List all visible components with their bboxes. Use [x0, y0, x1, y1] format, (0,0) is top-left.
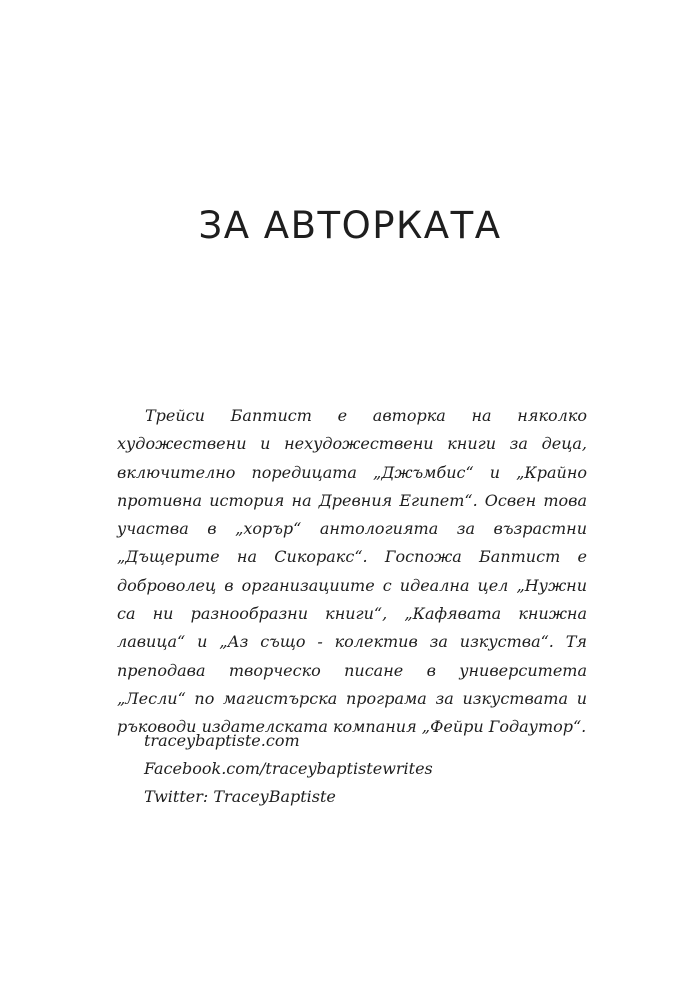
author-links-list [144, 727, 433, 811]
facebook-link: Facebook.com/traceybaptistewrites [144, 759, 433, 778]
author-bio-paragraph: Трейси Баптист е авторка на няколко художествени и нехудожествени книги за деца, включително поредицата „Джъмбис“ и „Крайно противна история на Древния Египет“. Освен това участва в „хорър“ антологията за възрастни „Дъщерите на Сикоракс“. Госпожа Баптист е доброволец в организациите с идеална цел „Нужни са ни разнообразни книги“, „Кафявата книжна лавица“ и „Аз също - колектив за изкуства“. Тя преподава творческо писане в университета „Лесли“ по магистърска програма за изкуствата и ръководи издателската компания „Фейри Годаутор“. [117, 406, 587, 737]
twitter-link: Twitter: TraceyBaptiste [144, 787, 336, 806]
page-title: ЗА АВТОРКАТА [198, 204, 502, 247]
website-link: tracеybaptiste.com [144, 731, 300, 750]
